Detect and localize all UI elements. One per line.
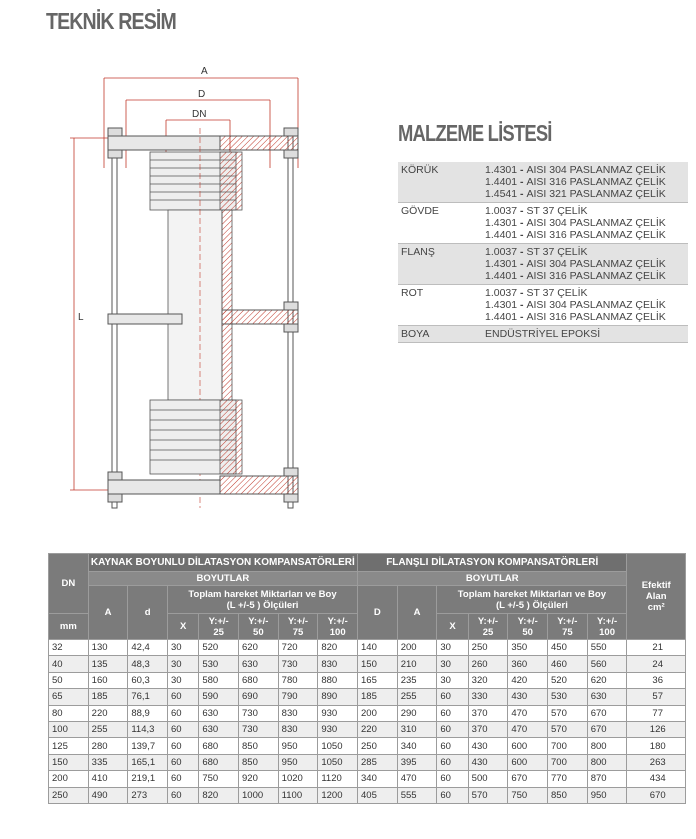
table-row (49, 721, 686, 737)
table-cell: 255 (88, 721, 128, 737)
table-cell: 60 (437, 705, 468, 721)
table-cell: 165 (358, 672, 398, 688)
table-cell: 850 (239, 754, 279, 770)
dim-A-label: A (201, 66, 208, 77)
travel-title: Toplam hareket Miktarları ve Boy (457, 588, 606, 600)
table-cell: 490 (88, 787, 128, 803)
material-desc: ENDÜSTRİYEL EPOKSİ (485, 328, 601, 340)
material-row (398, 326, 688, 343)
table-cell: 700 (548, 738, 588, 754)
material-label: FLANŞ (398, 244, 482, 285)
table-cell: 60 (437, 787, 468, 803)
material-desc: AISI 316 PASLANMAZ ÇELİK (526, 311, 666, 323)
table-cell: 850 (548, 787, 588, 803)
table-cell: 200 (49, 771, 89, 787)
table-cell: 76,1 (128, 689, 168, 705)
table-cell: 200 (397, 640, 437, 656)
table-cell: 50 (49, 672, 89, 688)
table-cell: 21 (627, 640, 686, 656)
table-cell: 114,3 (128, 721, 168, 737)
flanged-title: FLANŞLI DİLATASYON KOMPANSATÖRLERİ (358, 554, 627, 572)
page-title: TEKNİK RESİM (46, 8, 176, 34)
table-cell: 930 (318, 721, 358, 737)
table-cell: 185 (88, 689, 128, 705)
table-cell: 470 (508, 705, 548, 721)
table-cell: 790 (278, 689, 318, 705)
dim-L-label: L (78, 312, 84, 323)
table-cell: 235 (397, 672, 437, 688)
table-row (49, 787, 686, 803)
table-cell: 250 (358, 738, 398, 754)
material-code: 1.0037 (485, 246, 518, 258)
table-cell: 130 (88, 640, 128, 656)
table-row (49, 640, 686, 656)
table-cell: 60 (168, 738, 199, 754)
table-cell: 630 (239, 656, 279, 672)
table-cell: 100 (49, 721, 89, 737)
welded-boyutlar: BOYUTLAR (88, 572, 357, 586)
table-cell: 150 (49, 754, 89, 770)
table-cell: 60 (437, 754, 468, 770)
material-item: 1.0037 - ST 37 ÇELİK (485, 205, 588, 217)
material-code: 1.4401 (485, 270, 518, 282)
material-item: 1.0037 - ST 37 ÇELİK (485, 246, 588, 258)
col-D-flanged: D (358, 586, 398, 640)
col-y25: Y:+/- 25 (468, 614, 508, 640)
table-cell: 165,1 (128, 754, 168, 770)
table-row (49, 738, 686, 754)
table-cell: 820 (199, 787, 239, 803)
material-row (398, 162, 688, 203)
material-code: 1.0037 (485, 287, 518, 299)
table-cell: 219,1 (128, 771, 168, 787)
table-cell: 430 (468, 738, 508, 754)
table-cell: 555 (397, 787, 437, 803)
table-cell: 600 (508, 754, 548, 770)
material-desc: AISI 304 PASLANMAZ ÇELİK (526, 299, 666, 311)
table-cell: 550 (587, 640, 627, 656)
table-cell: 340 (397, 738, 437, 754)
table-cell: 185 (358, 689, 398, 705)
col-y50: Y:+/- 50 (239, 614, 279, 640)
table-cell: 60 (437, 721, 468, 737)
table-cell: 730 (278, 656, 318, 672)
table-cell: 60 (437, 689, 468, 705)
table-cell: 210 (397, 656, 437, 672)
table-cell: 135 (88, 656, 128, 672)
table-cell: 700 (548, 754, 588, 770)
material-code: 1.4301 (485, 164, 518, 176)
dim-DN-label: DN (192, 109, 207, 120)
table-cell: 570 (468, 787, 508, 803)
table-cell: 580 (199, 672, 239, 688)
table-cell: 950 (278, 754, 318, 770)
material-item: 1.4401 - AISI 316 PASLANMAZ ÇELİK (485, 311, 666, 323)
table-cell: 1200 (318, 787, 358, 803)
top-bellows (150, 152, 242, 210)
table-cell: 680 (239, 672, 279, 688)
table-cell: 930 (318, 705, 358, 721)
col-x: X (437, 614, 468, 640)
travel-welded (168, 586, 358, 614)
table-cell: 88,9 (128, 705, 168, 721)
table-cell: 370 (468, 721, 508, 737)
material-label: KÖRÜK (398, 162, 482, 203)
table-cell: 250 (468, 640, 508, 656)
material-item: 1.4301 - AISI 304 PASLANMAZ ÇELİK (485, 258, 666, 270)
material-values (482, 162, 688, 203)
table-cell: 60 (168, 787, 199, 803)
table-cell: 273 (128, 787, 168, 803)
flanged-boyutlar: BOYUTLAR (358, 572, 627, 586)
table-cell: 590 (199, 689, 239, 705)
col-x: X (168, 614, 199, 640)
table-cell: 850 (239, 738, 279, 754)
table-cell: 600 (508, 738, 548, 754)
table-cell: 800 (587, 754, 627, 770)
table-cell: 630 (199, 705, 239, 721)
material-code: 1.4401 (485, 229, 518, 241)
table-row (49, 689, 686, 705)
table-cell: 60 (437, 738, 468, 754)
table-cell: 126 (627, 721, 686, 737)
table-cell: 920 (239, 771, 279, 787)
table-cell: 830 (318, 656, 358, 672)
material-label: ROT (398, 285, 482, 326)
dim-D-label: D (198, 89, 206, 100)
table-cell: 310 (397, 721, 437, 737)
col-A-welded: A (88, 586, 128, 640)
table-cell: 77 (627, 705, 686, 721)
table-cell: 140 (358, 640, 398, 656)
table-row (49, 771, 686, 787)
material-item: 1.4401 - AISI 316 PASLANMAZ ÇELİK (485, 176, 666, 188)
table-cell: 30 (168, 656, 199, 672)
table-cell: 335 (88, 754, 128, 770)
table-cell: 60 (168, 754, 199, 770)
material-item: 1.0037 - ST 37 ÇELİK (485, 287, 588, 299)
table-cell: 263 (627, 754, 686, 770)
col-area: Efektif Alan cm² (627, 554, 686, 640)
material-desc: ST 37 ÇELİK (526, 287, 588, 299)
table-cell: 255 (397, 689, 437, 705)
table-cell: 750 (199, 771, 239, 787)
material-values (482, 285, 688, 326)
table-cell: 420 (508, 672, 548, 688)
material-item: 1.4301 - AISI 304 PASLANMAZ ÇELİK (485, 217, 666, 229)
travel-sub: (L +/-5 ) Ölçüleri (226, 599, 299, 611)
table-cell: 470 (508, 721, 548, 737)
table-cell: 30 (437, 640, 468, 656)
table-cell: 430 (468, 754, 508, 770)
table-cell: 890 (318, 689, 358, 705)
material-item (485, 328, 685, 340)
table-cell: 139,7 (128, 738, 168, 754)
table-cell: 560 (587, 656, 627, 672)
table-cell: 395 (397, 754, 437, 770)
material-item: 1.4301 - AISI 304 PASLANMAZ ÇELİK (485, 164, 666, 176)
table-cell: 1120 (318, 771, 358, 787)
table-cell: 630 (199, 721, 239, 737)
table-cell: 260 (468, 656, 508, 672)
table-cell: 32 (49, 640, 89, 656)
table-cell: 405 (358, 787, 398, 803)
travel-flanged (437, 586, 627, 614)
material-code: 1.0037 (485, 205, 518, 217)
table-cell: 870 (587, 771, 627, 787)
table-cell: 530 (548, 689, 588, 705)
material-desc: ST 37 ÇELİK (526, 246, 588, 258)
material-row (398, 285, 688, 326)
table-cell: 620 (587, 672, 627, 688)
col-y50: Y:+/- 50 (508, 614, 548, 640)
table-cell: 1020 (278, 771, 318, 787)
travel-sub: (L +/-5 ) Ölçüleri (495, 599, 568, 611)
travel-title: Toplam hareket Miktarları ve Boy (188, 588, 337, 600)
table-cell: 410 (88, 771, 128, 787)
table-cell: 520 (548, 672, 588, 688)
col-d-welded: d (128, 586, 168, 640)
welded-title: KAYNAK BOYUNLU DİLATASYON KOMPANSATÖRLERİ (88, 554, 357, 572)
table-row (49, 754, 686, 770)
material-code: 1.4401 (485, 176, 518, 188)
table-cell: 150 (358, 656, 398, 672)
table-cell: 1000 (239, 787, 279, 803)
table-cell: 680 (199, 738, 239, 754)
table-row (49, 656, 686, 672)
table-cell: 30 (437, 672, 468, 688)
material-label: BOYA (398, 326, 482, 343)
material-row (398, 244, 688, 285)
table-cell: 770 (548, 771, 588, 787)
table-cell: 24 (627, 656, 686, 672)
table-cell: 125 (49, 738, 89, 754)
table-cell: 80 (49, 705, 89, 721)
col-A-flanged: A (397, 586, 437, 640)
table-cell: 60 (168, 689, 199, 705)
material-code: 1.4301 (485, 299, 518, 311)
table-cell: 160 (88, 672, 128, 688)
table-cell: 820 (318, 640, 358, 656)
table-cell: 830 (278, 705, 318, 721)
table-cell: 460 (548, 656, 588, 672)
table-cell: 330 (468, 689, 508, 705)
table-cell: 340 (358, 771, 398, 787)
table-cell: 370 (468, 705, 508, 721)
table-cell: 250 (49, 787, 89, 803)
table-cell: 570 (548, 721, 588, 737)
table-cell: 430 (508, 689, 548, 705)
table-cell: 285 (358, 754, 398, 770)
material-item: 1.4301 - AISI 304 PASLANMAZ ÇELİK (485, 299, 666, 311)
material-desc: AISI 304 PASLANMAZ ÇELİK (526, 258, 666, 270)
table-cell: 30 (168, 640, 199, 656)
table-cell: 60 (437, 771, 468, 787)
table-cell: 750 (508, 787, 548, 803)
table-cell: 60 (168, 705, 199, 721)
table-cell: 470 (397, 771, 437, 787)
material-values (482, 203, 688, 244)
table-cell: 670 (627, 787, 686, 803)
technical-drawing (60, 58, 320, 528)
bottom-bellows (150, 400, 242, 474)
material-code: 1.4301 (485, 217, 518, 229)
material-item: 1.4401 - AISI 316 PASLANMAZ ÇELİK (485, 270, 666, 282)
material-desc: AISI 304 PASLANMAZ ÇELİK (526, 164, 666, 176)
col-y75: Y:+/- 75 (548, 614, 588, 640)
table-cell: 30 (437, 656, 468, 672)
material-label: GÖVDE (398, 203, 482, 244)
table-row (49, 672, 686, 688)
material-code: 1.4301 (485, 258, 518, 270)
col-mm: mm (49, 614, 89, 640)
col-y75: Y:+/- 75 (278, 614, 318, 640)
table-cell: 950 (587, 787, 627, 803)
table-cell: 670 (587, 705, 627, 721)
table-cell: 57 (627, 689, 686, 705)
table-cell: 950 (278, 738, 318, 754)
col-y100: Y:+/- 100 (587, 614, 627, 640)
table-cell: 434 (627, 771, 686, 787)
material-values (482, 326, 688, 343)
spec-table (48, 553, 686, 804)
table-cell: 220 (88, 705, 128, 721)
table-cell: 880 (318, 672, 358, 688)
table-cell: 670 (508, 771, 548, 787)
material-desc: AISI 316 PASLANMAZ ÇELİK (526, 176, 666, 188)
table-cell: 220 (358, 721, 398, 737)
table-cell: 520 (199, 640, 239, 656)
table-cell: 530 (199, 656, 239, 672)
table-cell: 60 (168, 721, 199, 737)
material-item: 1.4541 - AISI 321 PASLANMAZ ÇELİK (485, 188, 666, 200)
table-cell: 36 (627, 672, 686, 688)
table-cell: 780 (278, 672, 318, 688)
table-cell: 1050 (318, 754, 358, 770)
table-cell: 570 (548, 705, 588, 721)
material-code: 1.4401 (485, 311, 518, 323)
table-cell: 200 (358, 705, 398, 721)
table-cell: 800 (587, 738, 627, 754)
table-cell: 630 (587, 689, 627, 705)
table-cell: 830 (278, 721, 318, 737)
table-cell: 450 (548, 640, 588, 656)
table-cell: 720 (278, 640, 318, 656)
table-cell: 360 (508, 656, 548, 672)
table-cell: 350 (508, 640, 548, 656)
table-cell: 60,3 (128, 672, 168, 688)
table-cell: 670 (587, 721, 627, 737)
table-cell: 620 (239, 640, 279, 656)
table-cell: 1050 (318, 738, 358, 754)
table-cell: 280 (88, 738, 128, 754)
col-dn: DN (49, 554, 89, 614)
material-desc: AISI 321 PASLANMAZ ÇELİK (526, 188, 666, 200)
material-code: 1.4541 (485, 188, 518, 200)
material-item: 1.4401 - AISI 316 PASLANMAZ ÇELİK (485, 229, 666, 241)
table-cell: 60 (168, 771, 199, 787)
col-y100: Y:+/- 100 (318, 614, 358, 640)
table-cell: 730 (239, 705, 279, 721)
table-cell: 680 (199, 754, 239, 770)
table-cell: 690 (239, 689, 279, 705)
table-cell: 48,3 (128, 656, 168, 672)
material-desc: AISI 316 PASLANMAZ ÇELİK (526, 270, 666, 282)
materials-table (398, 162, 688, 343)
table-cell: 730 (239, 721, 279, 737)
table-cell: 30 (168, 672, 199, 688)
table-cell: 320 (468, 672, 508, 688)
material-values (482, 244, 688, 285)
table-cell: 500 (468, 771, 508, 787)
table-cell: 180 (627, 738, 686, 754)
material-desc: AISI 316 PASLANMAZ ÇELİK (526, 229, 666, 241)
table-row (49, 705, 686, 721)
table-cell: 290 (397, 705, 437, 721)
col-y25: Y:+/- 25 (199, 614, 239, 640)
table-cell: 1100 (278, 787, 318, 803)
materials-title: MALZEME LİSTESİ (398, 120, 552, 146)
material-row (398, 203, 688, 244)
material-desc: ST 37 ÇELİK (526, 205, 588, 217)
material-desc: AISI 304 PASLANMAZ ÇELİK (526, 217, 666, 229)
table-cell: 40 (49, 656, 89, 672)
table-cell: 42,4 (128, 640, 168, 656)
table-cell: 65 (49, 689, 89, 705)
